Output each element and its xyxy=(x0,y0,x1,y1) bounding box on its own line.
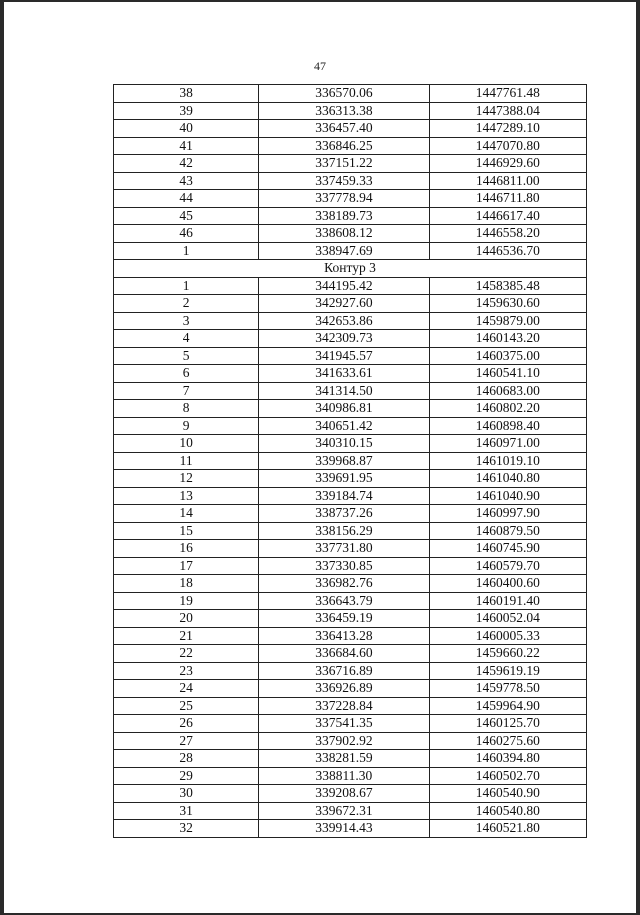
x-coordinate-cell: 338156.29 xyxy=(259,522,429,540)
x-coordinate-cell: 338189.73 xyxy=(259,207,429,225)
y-coordinate-cell: 1459879.00 xyxy=(429,312,586,330)
table-row xyxy=(114,767,587,785)
table-row xyxy=(114,680,587,698)
x-coordinate-cell: 338281.59 xyxy=(259,750,429,768)
point-number-cell: 20 xyxy=(114,610,259,628)
x-coordinate-cell: 339968.87 xyxy=(259,452,429,470)
point-number-cell: 46 xyxy=(114,225,259,243)
y-coordinate-cell: 1446811.00 xyxy=(429,172,586,190)
table-row xyxy=(114,120,587,138)
point-number-cell: 32 xyxy=(114,820,259,838)
y-coordinate-cell: 1459778.50 xyxy=(429,680,586,698)
x-coordinate-cell: 337902.92 xyxy=(259,732,429,750)
x-coordinate-cell: 338608.12 xyxy=(259,225,429,243)
table-row xyxy=(114,330,587,348)
point-number-cell: 28 xyxy=(114,750,259,768)
point-number-cell: 7 xyxy=(114,382,259,400)
point-number-cell: 16 xyxy=(114,540,259,558)
point-number-cell: 39 xyxy=(114,102,259,120)
point-number-cell: 45 xyxy=(114,207,259,225)
point-number-cell: 43 xyxy=(114,172,259,190)
y-coordinate-cell: 1446929.60 xyxy=(429,155,586,173)
y-coordinate-cell: 1447289.10 xyxy=(429,120,586,138)
x-coordinate-cell: 336684.60 xyxy=(259,645,429,663)
point-number-cell: 1 xyxy=(114,242,259,260)
y-coordinate-cell: 1459619.19 xyxy=(429,662,586,680)
point-number-cell: 14 xyxy=(114,505,259,523)
table-row xyxy=(114,557,587,575)
y-coordinate-cell: 1460579.70 xyxy=(429,557,586,575)
y-coordinate-cell: 1446617.40 xyxy=(429,207,586,225)
table-row xyxy=(114,662,587,680)
x-coordinate-cell: 338737.26 xyxy=(259,505,429,523)
point-number-cell: 27 xyxy=(114,732,259,750)
y-coordinate-cell: 1460375.00 xyxy=(429,347,586,365)
x-coordinate-cell: 341633.61 xyxy=(259,365,429,383)
x-coordinate-cell: 344195.42 xyxy=(259,277,429,295)
y-coordinate-cell: 1460275.60 xyxy=(429,732,586,750)
point-number-cell: 2 xyxy=(114,295,259,313)
x-coordinate-cell: 342309.73 xyxy=(259,330,429,348)
coordinates-table xyxy=(113,84,587,838)
point-number-cell: 23 xyxy=(114,662,259,680)
x-coordinate-cell: 339914.43 xyxy=(259,820,429,838)
point-number-cell: 5 xyxy=(114,347,259,365)
table-row xyxy=(114,540,587,558)
table-row xyxy=(114,85,587,103)
table-row xyxy=(114,627,587,645)
y-coordinate-cell: 1460191.40 xyxy=(429,592,586,610)
point-number-cell: 13 xyxy=(114,487,259,505)
section-row xyxy=(114,260,587,278)
x-coordinate-cell: 338947.69 xyxy=(259,242,429,260)
y-coordinate-cell: 1447388.04 xyxy=(429,102,586,120)
coordinates-table-body xyxy=(114,85,587,838)
y-coordinate-cell: 1460745.90 xyxy=(429,540,586,558)
y-coordinate-cell: 1460997.90 xyxy=(429,505,586,523)
x-coordinate-cell: 336846.25 xyxy=(259,137,429,155)
y-coordinate-cell: 1458385.48 xyxy=(429,277,586,295)
y-coordinate-cell: 1459630.60 xyxy=(429,295,586,313)
point-number-cell: 22 xyxy=(114,645,259,663)
table-row xyxy=(114,102,587,120)
table-row xyxy=(114,417,587,435)
y-coordinate-cell: 1460540.90 xyxy=(429,785,586,803)
y-coordinate-cell: 1461040.80 xyxy=(429,470,586,488)
point-number-cell: 31 xyxy=(114,802,259,820)
table-row xyxy=(114,277,587,295)
x-coordinate-cell: 341945.57 xyxy=(259,347,429,365)
table-row xyxy=(114,365,587,383)
x-coordinate-cell: 339184.74 xyxy=(259,487,429,505)
table-row xyxy=(114,487,587,505)
x-coordinate-cell: 340986.81 xyxy=(259,400,429,418)
point-number-cell: 8 xyxy=(114,400,259,418)
table-row xyxy=(114,207,587,225)
x-coordinate-cell: 337151.22 xyxy=(259,155,429,173)
point-number-cell: 12 xyxy=(114,470,259,488)
table-row xyxy=(114,382,587,400)
x-coordinate-cell: 336413.28 xyxy=(259,627,429,645)
y-coordinate-cell: 1460125.70 xyxy=(429,715,586,733)
point-number-cell: 21 xyxy=(114,627,259,645)
x-coordinate-cell: 337330.85 xyxy=(259,557,429,575)
x-coordinate-cell: 340310.15 xyxy=(259,435,429,453)
table-row xyxy=(114,697,587,715)
point-number-cell: 24 xyxy=(114,680,259,698)
table-row xyxy=(114,732,587,750)
point-number-cell: 3 xyxy=(114,312,259,330)
document-page xyxy=(4,2,636,913)
y-coordinate-cell: 1446558.20 xyxy=(429,225,586,243)
y-coordinate-cell: 1446536.70 xyxy=(429,242,586,260)
x-coordinate-cell: 337778.94 xyxy=(259,190,429,208)
page-number: 47 xyxy=(314,59,326,73)
table-row xyxy=(114,400,587,418)
x-coordinate-cell: 341314.50 xyxy=(259,382,429,400)
table-row xyxy=(114,295,587,313)
table-row xyxy=(114,137,587,155)
point-number-cell: 4 xyxy=(114,330,259,348)
y-coordinate-cell: 1460971.00 xyxy=(429,435,586,453)
y-coordinate-cell: 1461019.10 xyxy=(429,452,586,470)
point-number-cell: 10 xyxy=(114,435,259,453)
y-coordinate-cell: 1447761.48 xyxy=(429,85,586,103)
x-coordinate-cell: 339691.95 xyxy=(259,470,429,488)
y-coordinate-cell: 1460898.40 xyxy=(429,417,586,435)
y-coordinate-cell: 1460541.10 xyxy=(429,365,586,383)
point-number-cell: 11 xyxy=(114,452,259,470)
table-row xyxy=(114,435,587,453)
x-coordinate-cell: 336982.76 xyxy=(259,575,429,593)
point-number-cell: 1 xyxy=(114,277,259,295)
y-coordinate-cell: 1460052.04 xyxy=(429,610,586,628)
x-coordinate-cell: 339672.31 xyxy=(259,802,429,820)
point-number-cell: 19 xyxy=(114,592,259,610)
table-row xyxy=(114,312,587,330)
table-row xyxy=(114,575,587,593)
x-coordinate-cell: 336313.38 xyxy=(259,102,429,120)
point-number-cell: 30 xyxy=(114,785,259,803)
y-coordinate-cell: 1460521.80 xyxy=(429,820,586,838)
x-coordinate-cell: 336459.19 xyxy=(259,610,429,628)
point-number-cell: 42 xyxy=(114,155,259,173)
y-coordinate-cell: 1460540.80 xyxy=(429,802,586,820)
table-row xyxy=(114,242,587,260)
point-number-cell: 15 xyxy=(114,522,259,540)
y-coordinate-cell: 1460005.33 xyxy=(429,627,586,645)
x-coordinate-cell: 336643.79 xyxy=(259,592,429,610)
y-coordinate-cell: 1447070.80 xyxy=(429,137,586,155)
y-coordinate-cell: 1459964.90 xyxy=(429,697,586,715)
point-number-cell: 18 xyxy=(114,575,259,593)
x-coordinate-cell: 336570.06 xyxy=(259,85,429,103)
table-row xyxy=(114,155,587,173)
y-coordinate-cell: 1460143.20 xyxy=(429,330,586,348)
y-coordinate-cell: 1461040.90 xyxy=(429,487,586,505)
y-coordinate-cell: 1460683.00 xyxy=(429,382,586,400)
x-coordinate-cell: 336926.89 xyxy=(259,680,429,698)
table-row xyxy=(114,347,587,365)
x-coordinate-cell: 340651.42 xyxy=(259,417,429,435)
y-coordinate-cell: 1460400.60 xyxy=(429,575,586,593)
point-number-cell: 38 xyxy=(114,85,259,103)
point-number-cell: 6 xyxy=(114,365,259,383)
y-coordinate-cell: 1460802.20 xyxy=(429,400,586,418)
table-row xyxy=(114,190,587,208)
x-coordinate-cell: 337731.80 xyxy=(259,540,429,558)
y-coordinate-cell: 1460502.70 xyxy=(429,767,586,785)
y-coordinate-cell: 1459660.22 xyxy=(429,645,586,663)
table-row xyxy=(114,592,587,610)
table-row xyxy=(114,750,587,768)
table-row xyxy=(114,802,587,820)
point-number-cell: 44 xyxy=(114,190,259,208)
x-coordinate-cell: 339208.67 xyxy=(259,785,429,803)
table-row xyxy=(114,470,587,488)
table-row xyxy=(114,645,587,663)
x-coordinate-cell: 336716.89 xyxy=(259,662,429,680)
x-coordinate-cell: 337228.84 xyxy=(259,697,429,715)
x-coordinate-cell: 338811.30 xyxy=(259,767,429,785)
y-coordinate-cell: 1460879.50 xyxy=(429,522,586,540)
x-coordinate-cell: 342927.60 xyxy=(259,295,429,313)
section-title: Контур 3 xyxy=(114,260,587,278)
point-number-cell: 25 xyxy=(114,697,259,715)
x-coordinate-cell: 337459.33 xyxy=(259,172,429,190)
table-row xyxy=(114,820,587,838)
table-row xyxy=(114,172,587,190)
point-number-cell: 26 xyxy=(114,715,259,733)
point-number-cell: 9 xyxy=(114,417,259,435)
table-row xyxy=(114,225,587,243)
point-number-cell: 40 xyxy=(114,120,259,138)
y-coordinate-cell: 1460394.80 xyxy=(429,750,586,768)
x-coordinate-cell: 342653.86 xyxy=(259,312,429,330)
table-row xyxy=(114,452,587,470)
table-row xyxy=(114,715,587,733)
table-row xyxy=(114,610,587,628)
point-number-cell: 17 xyxy=(114,557,259,575)
table-row xyxy=(114,505,587,523)
table-row xyxy=(114,785,587,803)
x-coordinate-cell: 337541.35 xyxy=(259,715,429,733)
table-row xyxy=(114,522,587,540)
point-number-cell: 29 xyxy=(114,767,259,785)
y-coordinate-cell: 1446711.80 xyxy=(429,190,586,208)
point-number-cell: 41 xyxy=(114,137,259,155)
x-coordinate-cell: 336457.40 xyxy=(259,120,429,138)
